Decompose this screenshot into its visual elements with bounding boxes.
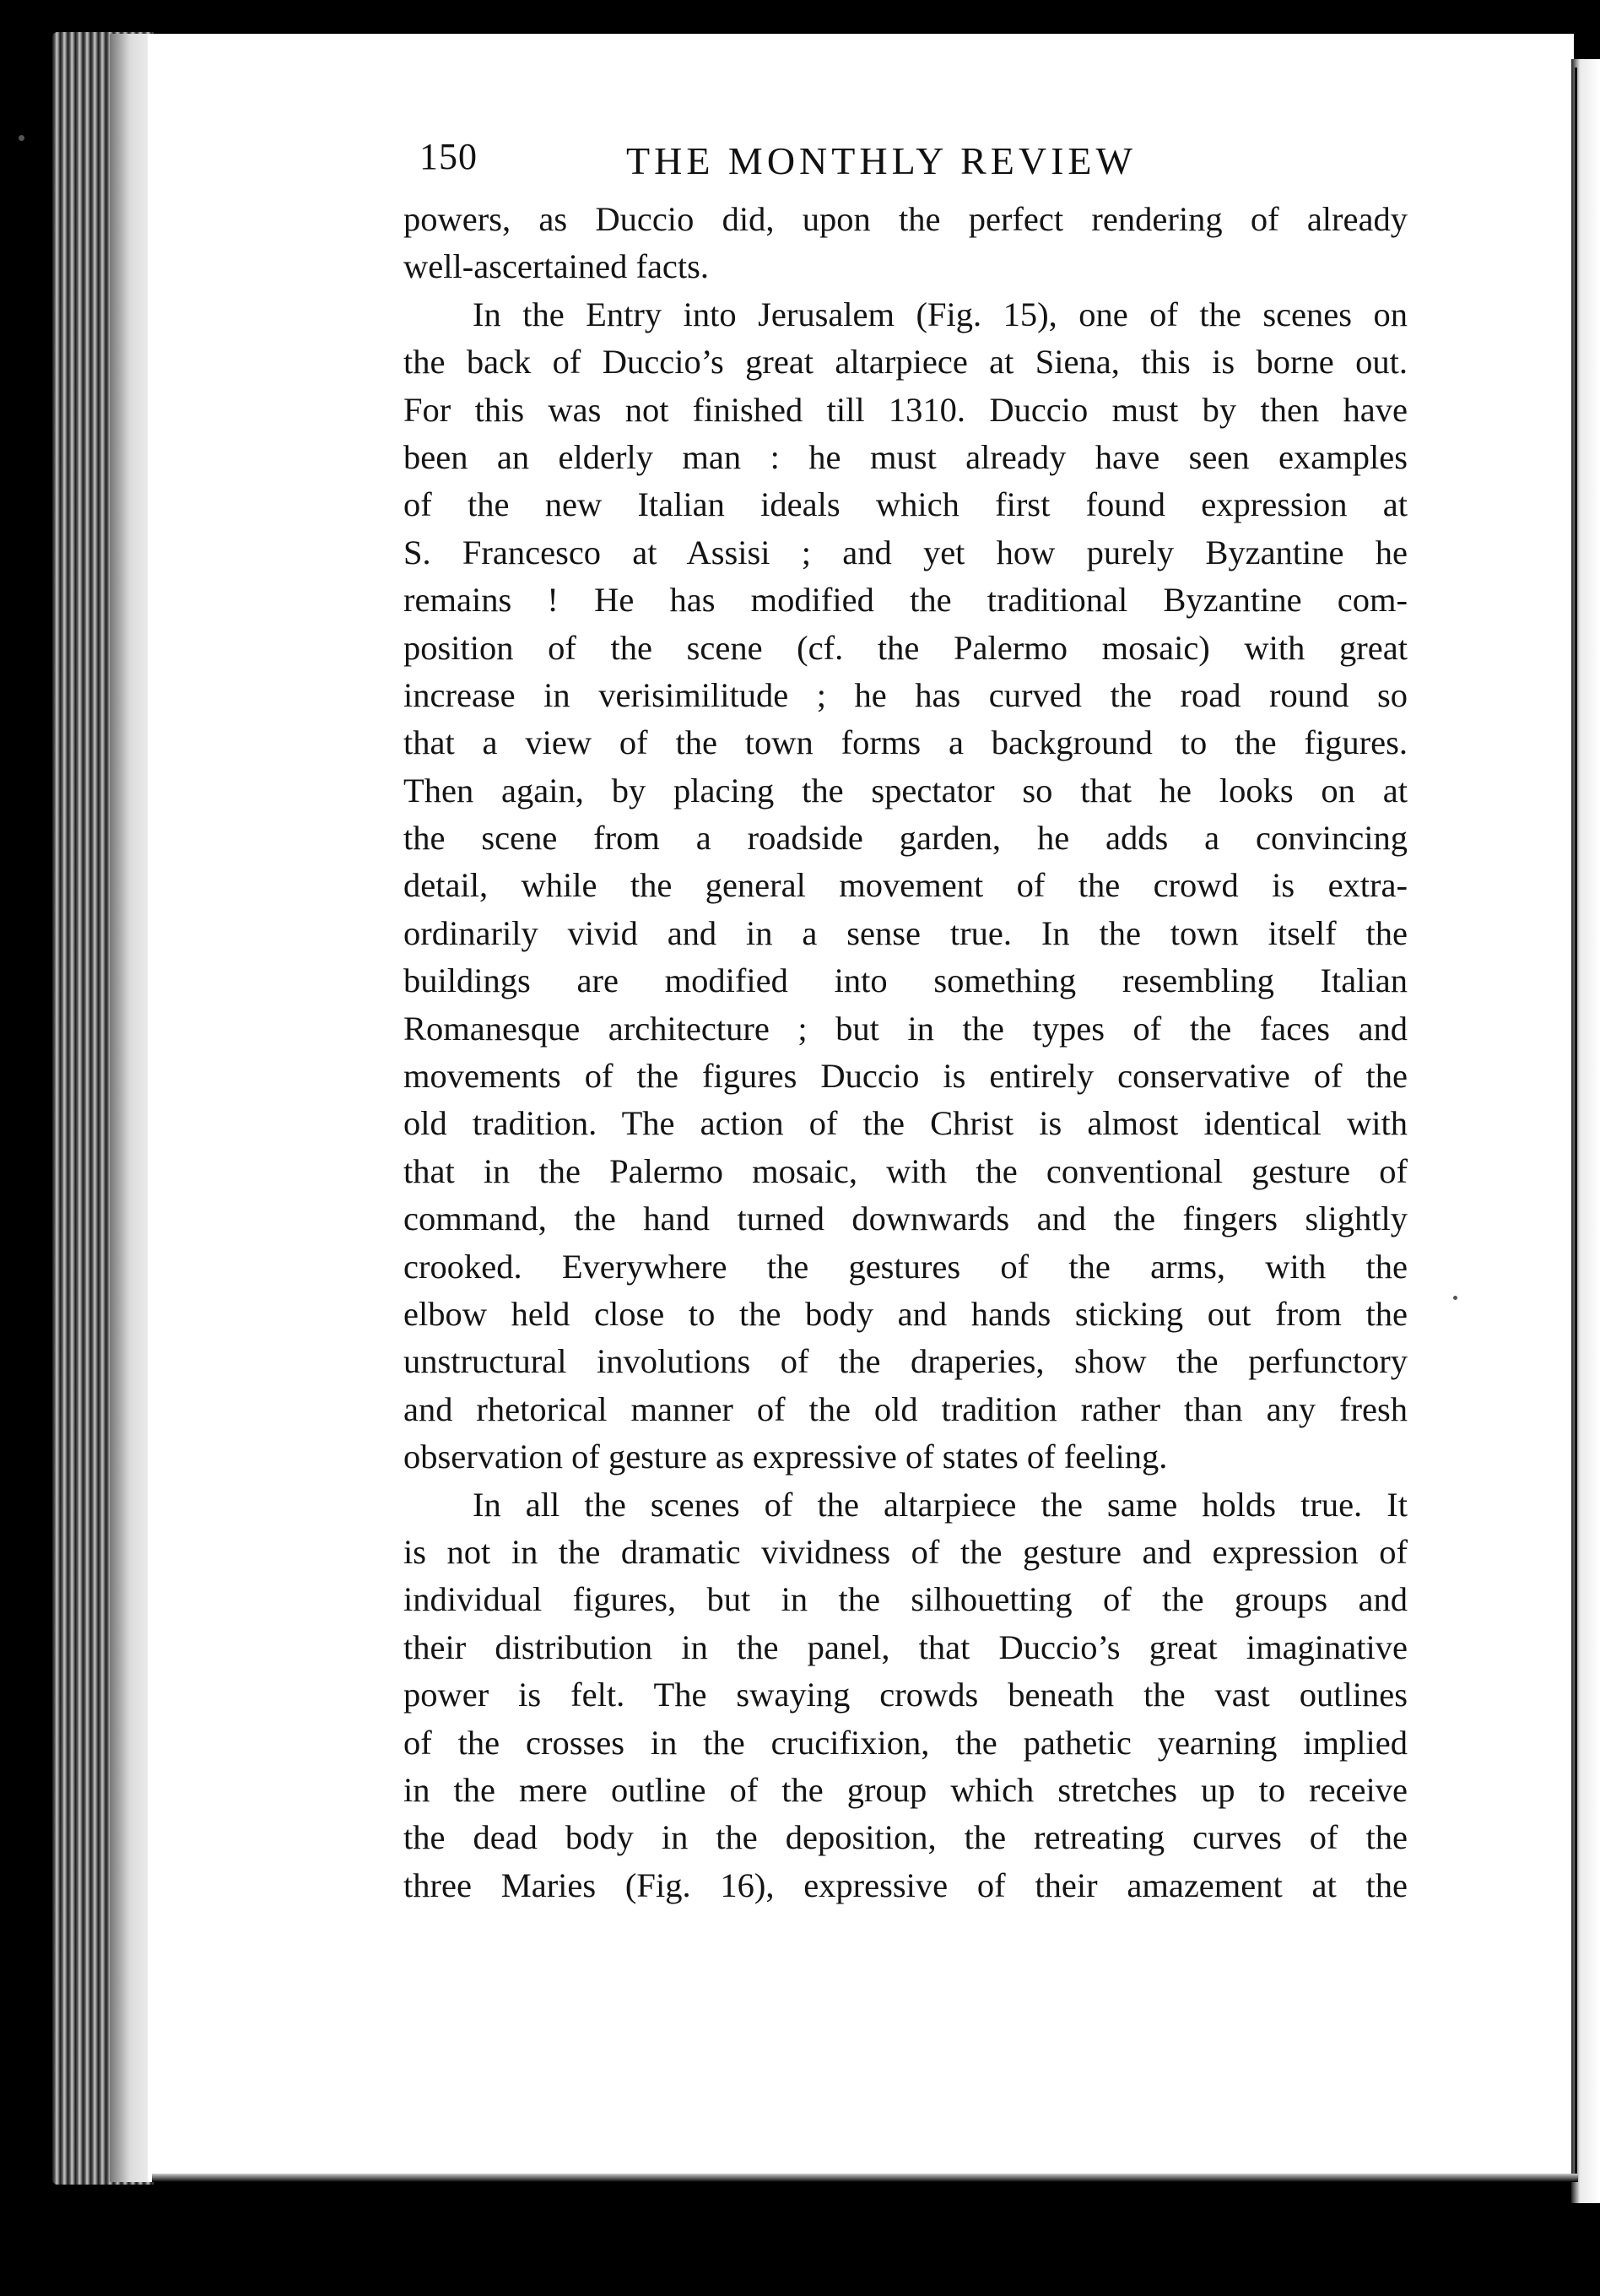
text-line: the back of Duccio’s great altarpiece at Siena, this is borne out. (403, 343, 1408, 382)
page-bottom-shadow (152, 2174, 1578, 2182)
text-line: and rhetorical manner of the old tradition rather than any fresh (403, 1389, 1408, 1428)
paragraph (403, 1481, 1408, 1910)
text-line: the scene from a roadside garden, he adds a convincing (403, 819, 1408, 858)
text-line: that in the Palermo mosaic, with the conventional gesture of (403, 1151, 1408, 1190)
text-line: command, the hand turned downwards and the fingers slightly (403, 1199, 1408, 1238)
text-line: crooked. Everywhere the gestures of the arms, with the (403, 1247, 1408, 1286)
text-line: been an elderly man : he must already have seen examples (403, 437, 1408, 476)
text-line: S. Francesco at Assisi ; and yet how purely Byzantine he (403, 533, 1408, 571)
text-line: the dead body in the deposition, the retreating curves of the (403, 1818, 1408, 1857)
text-line: of the crosses in the crucifixion, the pathetic yearning implied (403, 1723, 1408, 1762)
paragraph (403, 196, 1408, 291)
text-line: is not in the dramatic vividness of the gesture and expression of (403, 1532, 1408, 1571)
adjacent-page-line (1575, 68, 1577, 2178)
text-line: powers, as Duccio did, upon the perfect rendering of already (403, 200, 1408, 238)
text-line: remains ! He has modified the traditional Byzantine com- (403, 581, 1408, 620)
text-line: buildings are modified into something resembling Italian (403, 961, 1408, 1000)
text-line: observation of gesture as expressive of states of feeling. (403, 1438, 1168, 1476)
text-line: In all the scenes of the altarpiece the same holds true. It (473, 1485, 1408, 1524)
text-line: increase in verisimilitude ; he has curved the road round so (403, 675, 1408, 714)
text-line: three Maries (Fig. 16), expressive of their amazement at the (403, 1866, 1408, 1904)
text-line: Then again, by placing the spectator so that he looks on at (403, 771, 1408, 810)
text-line: of the new Italian ideals which first found expression at (403, 485, 1408, 524)
text-line: in the mere outline of the group which stretches up to receive (403, 1770, 1408, 1809)
text-line: ordinarily vivid and in a sense true. In the town itself the (403, 913, 1408, 952)
body-text (403, 196, 1408, 1909)
text-line: individual figures, but in the silhouetting of the groups and (403, 1580, 1408, 1619)
text-line: detail, while the general movement of the crowd is extra- (403, 866, 1408, 905)
paragraph (403, 291, 1408, 1481)
page-number: 150 (419, 136, 478, 177)
running-title: THE MONTHLY REVIEW (626, 139, 1137, 182)
text-line: movements of the figures Duccio is entirely conservative of the (403, 1057, 1408, 1096)
running-header (419, 135, 1405, 194)
text-line: power is felt. The swaying crowds beneath the vast outlines (403, 1676, 1408, 1714)
text-line: position of the scene (cf. the Palermo mosaic) with great (403, 628, 1408, 667)
text-line: that a view of the town forms a background to the figures. (403, 723, 1408, 762)
text-line: In the Entry into Jerusalem (Fig. 15), one of the scenes on (473, 295, 1408, 333)
dust-speck (1453, 1296, 1457, 1300)
text-line: old tradition. The action of the Christ is almost identical with (403, 1104, 1408, 1143)
text-line: unstructural involutions of the draperies, show the perfunctory (403, 1342, 1408, 1381)
text-line: well-ascertained facts. (403, 247, 710, 286)
dust-speck (19, 135, 24, 141)
text-line: their distribution in the panel, that Duccio’s great imaginative (403, 1627, 1408, 1666)
text-line: elbow held close to the body and hands sticking out from the (403, 1294, 1408, 1333)
text-line: For this was not finished till 1310. Duccio must by then have (403, 390, 1408, 429)
text-line: Romanesque architecture ; but in the types of the faces and (403, 1009, 1408, 1048)
